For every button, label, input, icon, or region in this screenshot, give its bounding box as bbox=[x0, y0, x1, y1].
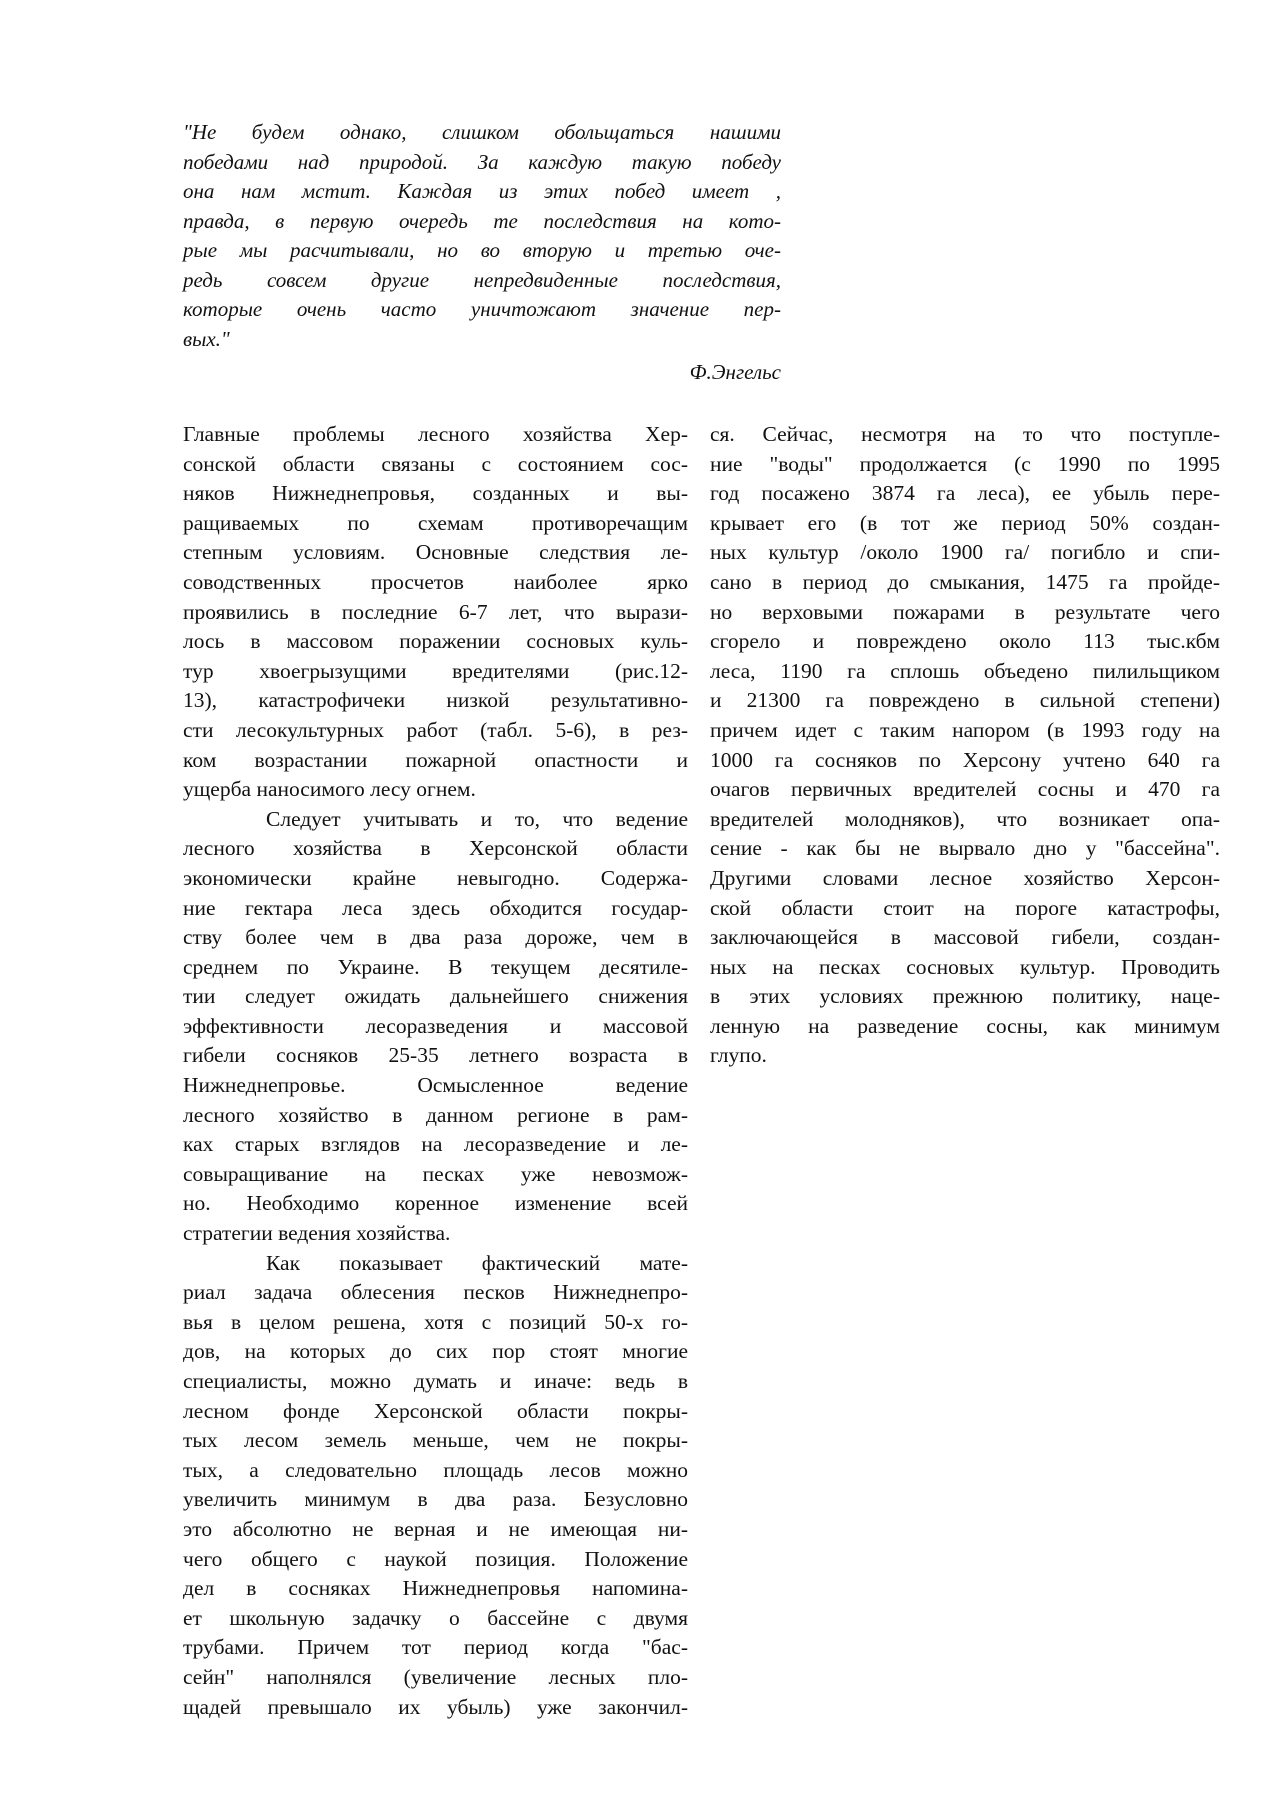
text-line: эффективности лесоразведения и массовой bbox=[183, 1013, 688, 1038]
text-line: это абсолютно не верная и не имеющая ни- bbox=[183, 1516, 688, 1541]
text-line: сейн" наполнялся (увеличение лесных пло- bbox=[183, 1664, 688, 1689]
text-line: ных на песках сосновых культур. Проводить bbox=[710, 954, 1220, 979]
text-line: ние гектара леса здесь обходится государ- bbox=[183, 895, 688, 920]
right-text-column bbox=[710, 420, 1220, 1071]
text-line: сгорело и повреждено около 113 тыс.кбм bbox=[710, 629, 1220, 654]
text-line: степным условиям. Основные следствия ле- bbox=[183, 540, 688, 565]
text-line: сение - как бы не вырвало дно у "бассейна". bbox=[710, 836, 1220, 861]
text-line: ет школьную задачку о бассейне с двумя bbox=[183, 1605, 688, 1630]
text-line: леса, 1190 га сплошь объедено пилильщиком bbox=[710, 658, 1220, 683]
text-line: ком возрастании пожарной опастности и bbox=[183, 747, 688, 772]
text-line: ленную на разведение сосны, как минимум bbox=[710, 1013, 1220, 1038]
text-line: совыращивание на песках уже невозмож- bbox=[183, 1161, 688, 1186]
epigraph-line: "Не будем однако, слишком обольщаться нашими bbox=[183, 120, 781, 144]
text-line: экономически крайне невыгодно. Содержа- bbox=[183, 865, 688, 890]
text-line: в этих условиях прежнюю политику, наце- bbox=[710, 984, 1220, 1009]
epigraph-line: редь совсем другие непредвиденные последствия, bbox=[183, 267, 781, 292]
text-line: ству более чем в два раза дороже, чем в bbox=[183, 925, 688, 950]
text-line: 1000 га сосняков по Херсону учтено 640 га bbox=[710, 747, 1220, 772]
text-line: сти лесокультурных работ (табл. 5-6), в рез- bbox=[183, 717, 688, 742]
text-line: дов, на которых до сих пор стоят многие bbox=[183, 1339, 688, 1364]
text-line: ние "воды" продолжается (с 1990 по 1995 bbox=[710, 451, 1220, 476]
text-line: тых, а следовательно площадь лесов можно bbox=[183, 1457, 688, 1482]
text-line: причем идет с таким напором (в 1993 году на bbox=[710, 717, 1220, 742]
paragraph-start-line: Следует учитывать и то, что ведение bbox=[266, 806, 688, 831]
text-line: 13), катастрофичеки низкой результативно- bbox=[183, 688, 688, 713]
text-line: тии следует ожидать дальнейшего снижения bbox=[183, 984, 688, 1009]
text-line: лесного хозяйство в данном регионе в рам- bbox=[183, 1102, 688, 1127]
text-line: увеличить минимум в два раза. Безусловно bbox=[183, 1487, 688, 1512]
text-line: тых лесом земель меньше, чем не покры- bbox=[183, 1428, 688, 1453]
text-line: очагов первичных вредителей сосны и 470 га bbox=[710, 777, 1220, 802]
text-line: крывает его (в тот же период 50% создан- bbox=[710, 510, 1220, 535]
text-line: ках старых взглядов на лесоразведение и ле- bbox=[183, 1132, 688, 1157]
paragraph-start-line: Как показывает фактический мате- bbox=[266, 1250, 688, 1275]
text-line: заключающейся в массовой гибели, создан- bbox=[710, 925, 1220, 950]
text-line: стратегии ведения хозяйства. bbox=[183, 1221, 451, 1246]
text-line: проявились в последние 6-7 лет, что вырази- bbox=[183, 599, 688, 624]
text-line: ращиваемых по схемам противоречащим bbox=[183, 510, 688, 535]
text-line: Главные проблемы лесного хозяйства Хер- bbox=[183, 422, 688, 446]
text-line: и 21300 га повреждено в сильной степени) bbox=[710, 688, 1220, 713]
text-line: лесном фонде Херсонской области покры- bbox=[183, 1398, 688, 1423]
text-line: чего общего с наукой позиция. Положение bbox=[183, 1546, 688, 1571]
epigraph-quote bbox=[183, 118, 781, 354]
text-line: сано в период до смыкания, 1475 га пройде- bbox=[710, 569, 1220, 594]
text-line: среднем по Украине. В текущем десятиле- bbox=[183, 954, 688, 979]
text-line: няков Нижнеднепровья, созданных и вы- bbox=[183, 481, 688, 506]
text-line: глупо. bbox=[710, 1043, 767, 1068]
text-line: специалисты, можно думать и иначе: ведь в bbox=[183, 1369, 688, 1393]
epigraph-line: правда, в первую очередь те последствия на кото- bbox=[183, 208, 781, 233]
epigraph-line: вых." bbox=[183, 326, 230, 351]
text-line: щадей превышало их убыль) уже закончил- bbox=[183, 1694, 688, 1719]
text-line: лось в массовом поражении сосновых куль- bbox=[183, 629, 688, 654]
text-line: вредителей молодняков), что возникает опа- bbox=[710, 806, 1220, 831]
epigraph-line: она нам мстит. Каждая из этих побед имеет , bbox=[183, 179, 781, 203]
text-line: но. Необходимо коренное изменение всей bbox=[183, 1191, 688, 1216]
text-line: лесного хозяйства в Херсонской области bbox=[183, 836, 688, 861]
text-line: ской области стоит на пороге катастрофы, bbox=[710, 895, 1220, 920]
epigraph-line: которые очень часто уничтожают значение пер- bbox=[183, 297, 781, 321]
text-line: ущерба наносимого лесу огнем. bbox=[183, 777, 476, 802]
text-line: соводственных просчетов наиболее ярко bbox=[183, 569, 688, 594]
text-line: сонской области связаны с состоянием сос- bbox=[183, 451, 688, 476]
text-line: Нижнеднепровье. Осмысленное ведение bbox=[183, 1073, 688, 1098]
text-line: год посажено 3874 га леса), ее убыль пере- bbox=[710, 481, 1220, 506]
text-line: но верховыми пожарами в результате чего bbox=[710, 599, 1220, 624]
text-line: гибели сосняков 25-35 летнего возраста в bbox=[183, 1043, 688, 1068]
epigraph-author: Ф.Энгельс bbox=[689, 360, 781, 384]
epigraph-line: рые мы расчитывали, но во вторую и третью оче- bbox=[183, 238, 781, 262]
text-line: риал задача облесения песков Нижнеднепро- bbox=[183, 1280, 688, 1305]
left-text-column bbox=[183, 420, 688, 1722]
text-line: тур хвоегрызущими вредителями (рис.12- bbox=[183, 658, 688, 683]
epigraph-line: победами над природой. За каждую такую победу bbox=[183, 149, 781, 174]
text-line: трубами. Причем тот период когда "бас- bbox=[183, 1635, 688, 1660]
text-line: ся. Сейчас, несмотря на то что поступле- bbox=[710, 422, 1220, 446]
text-line: ных культур /около 1900 га/ погибло и спи- bbox=[710, 540, 1220, 565]
text-line: вья в целом решена, хотя с позиций 50-х го- bbox=[183, 1309, 688, 1334]
text-line: дел в сосняках Нижнеднепровья напомина- bbox=[183, 1576, 688, 1601]
text-line: Другими словами лесное хозяйство Херсон- bbox=[710, 865, 1220, 890]
